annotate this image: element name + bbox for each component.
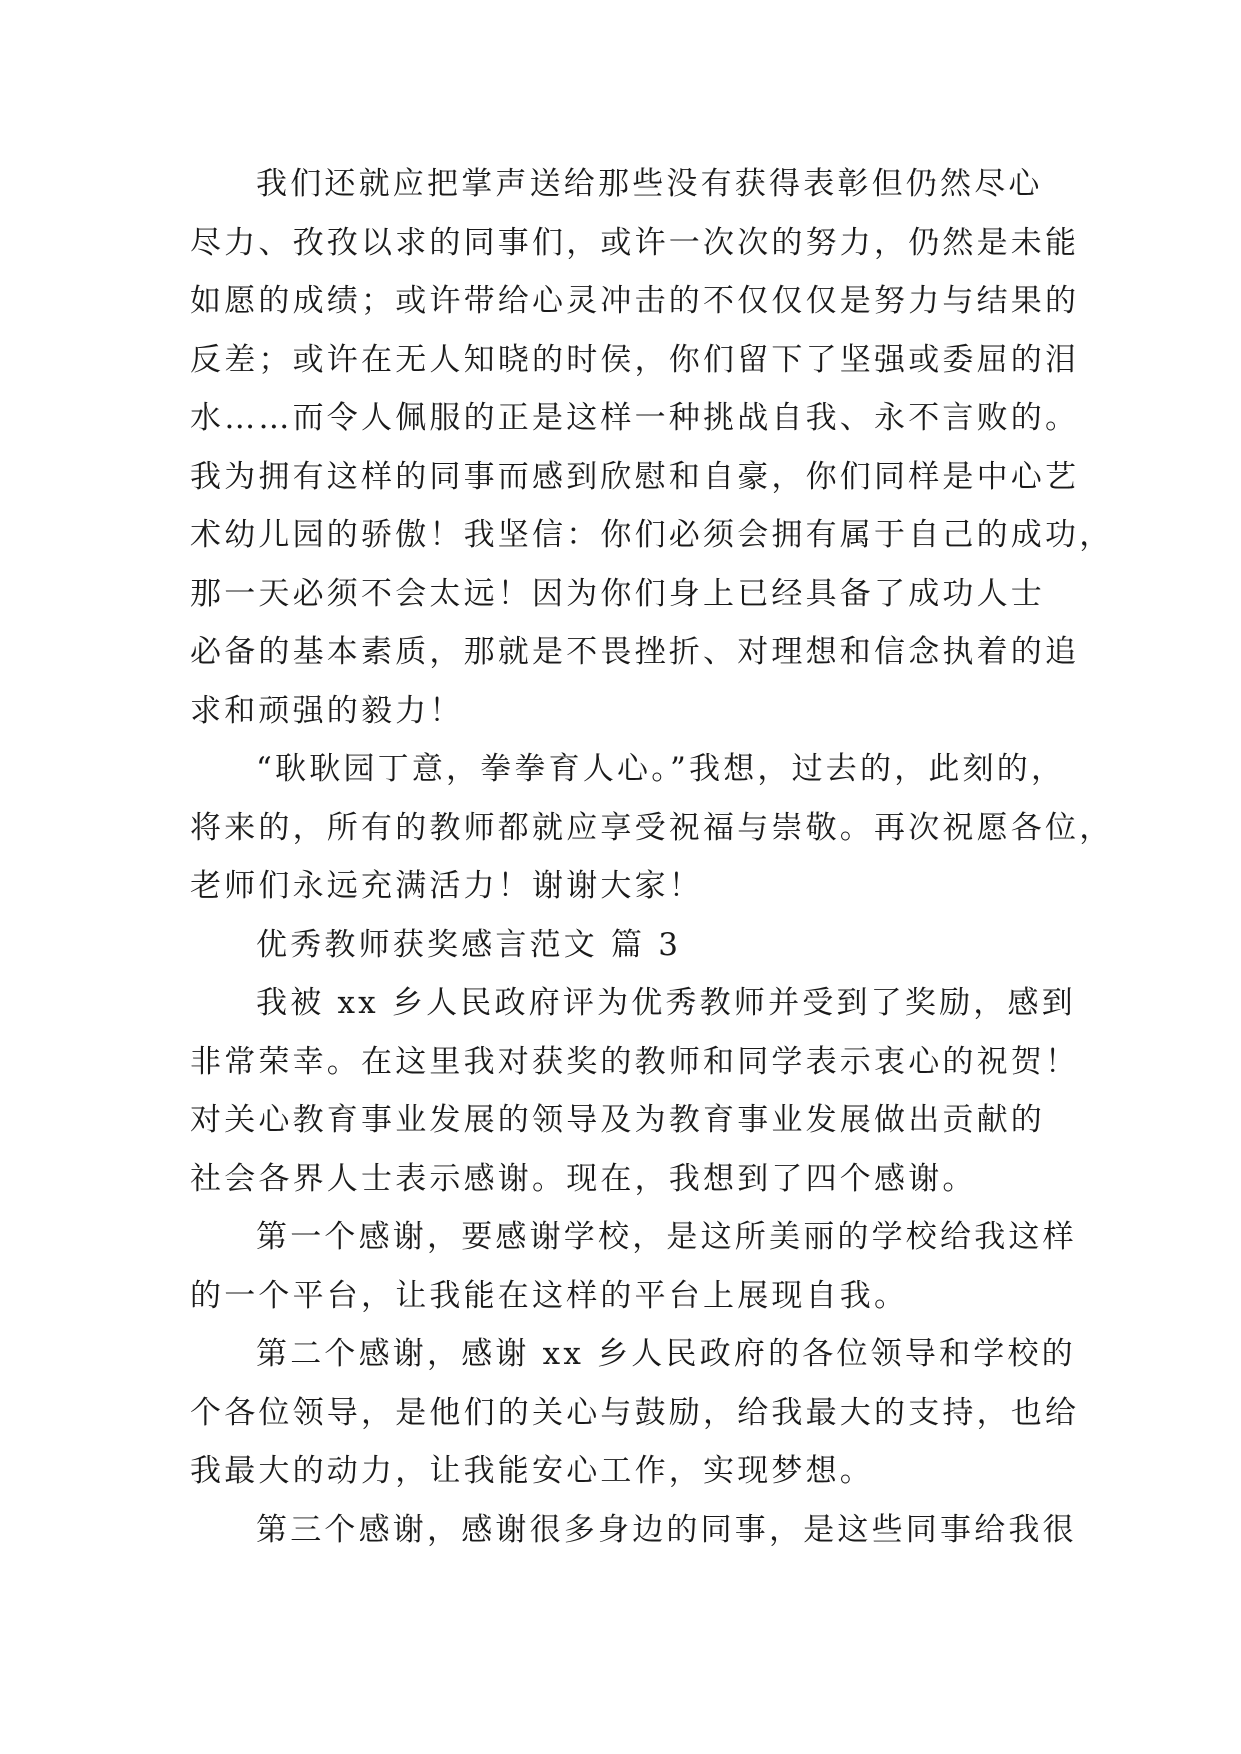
text-line: 必备的基本素质，那就是不畏挫折、对理想和信念执着的追 xyxy=(190,634,1080,670)
text-line: 将来的，所有的教师都就应享受祝福与崇敬。再次祝愿各位， xyxy=(190,809,1114,846)
section-heading: 优秀教师获奖感言范文 篇 3 xyxy=(256,926,682,963)
text-line: 我被 xx 乡人民政府评为优秀教师并受到了奖励，感到 xyxy=(256,985,1076,1021)
text-line: 水……而令人佩服的正是这样一种挑战自我、永不言败的。 xyxy=(190,400,1080,436)
text-line: 老师们永远充满活力！谢谢大家！ xyxy=(190,868,703,904)
text-line: 社会各界人士表示感谢。现在，我想到了四个感谢。 xyxy=(190,1160,977,1197)
text-line: 我们还就应把掌声送给那些没有获得表彰但仍然尽心 xyxy=(256,166,1043,202)
text-line: 我最大的动力，让我能安心工作，实现梦想。 xyxy=(190,1453,874,1489)
text-line: 我为拥有这样的同事而感到欣慰和自豪，你们同样是中心艺 xyxy=(190,458,1080,495)
text-line: 术幼儿园的骄傲！我坚信：你们必须会拥有属于自己的成功， xyxy=(190,517,1114,553)
document-body xyxy=(190,155,1114,1559)
text-line: 第三个感谢，感谢很多身边的同事，是这些同事给我很 xyxy=(256,1511,1077,1548)
text-line: 个各位领导，是他们的关心与鼓励，给我最大的支持，也给 xyxy=(190,1394,1080,1431)
text-line: 第二个感谢，感谢 xx 乡人民政府的各位领导和学校的 xyxy=(256,1336,1076,1372)
text-line: 求和顽强的毅力！ xyxy=(190,692,464,729)
text-line: 的一个平台，让我能在这样的平台上展现自我。 xyxy=(190,1277,909,1314)
text-line: 非常荣幸。在这里我对获奖的教师和同学表示衷心的祝贺！ xyxy=(190,1043,1080,1080)
text-line: 如愿的成绩；或许带给心灵冲击的不仅仅仅是努力与结果的 xyxy=(190,283,1080,319)
text-line: 反差；或许在无人知晓的时侯，你们留下了坚强或委屈的泪 xyxy=(190,341,1080,378)
text-line: 对关心教育事业发展的领导及为教育事业发展做出贡献的 xyxy=(190,1102,1045,1138)
text-line: 那一天必须不会太远！因为你们身上已经具备了成功人士 xyxy=(190,575,1045,612)
text-line: 尽力、孜孜以求的同事们，或许一次次的努力，仍然是未能 xyxy=(190,224,1080,261)
text-line: “耿耿园丁意，拳拳育人心。”我想，过去的，此刻的， xyxy=(256,751,1066,787)
text-line: 第一个感谢，要感谢学校，是这所美丽的学校给我这样 xyxy=(256,1219,1077,1255)
